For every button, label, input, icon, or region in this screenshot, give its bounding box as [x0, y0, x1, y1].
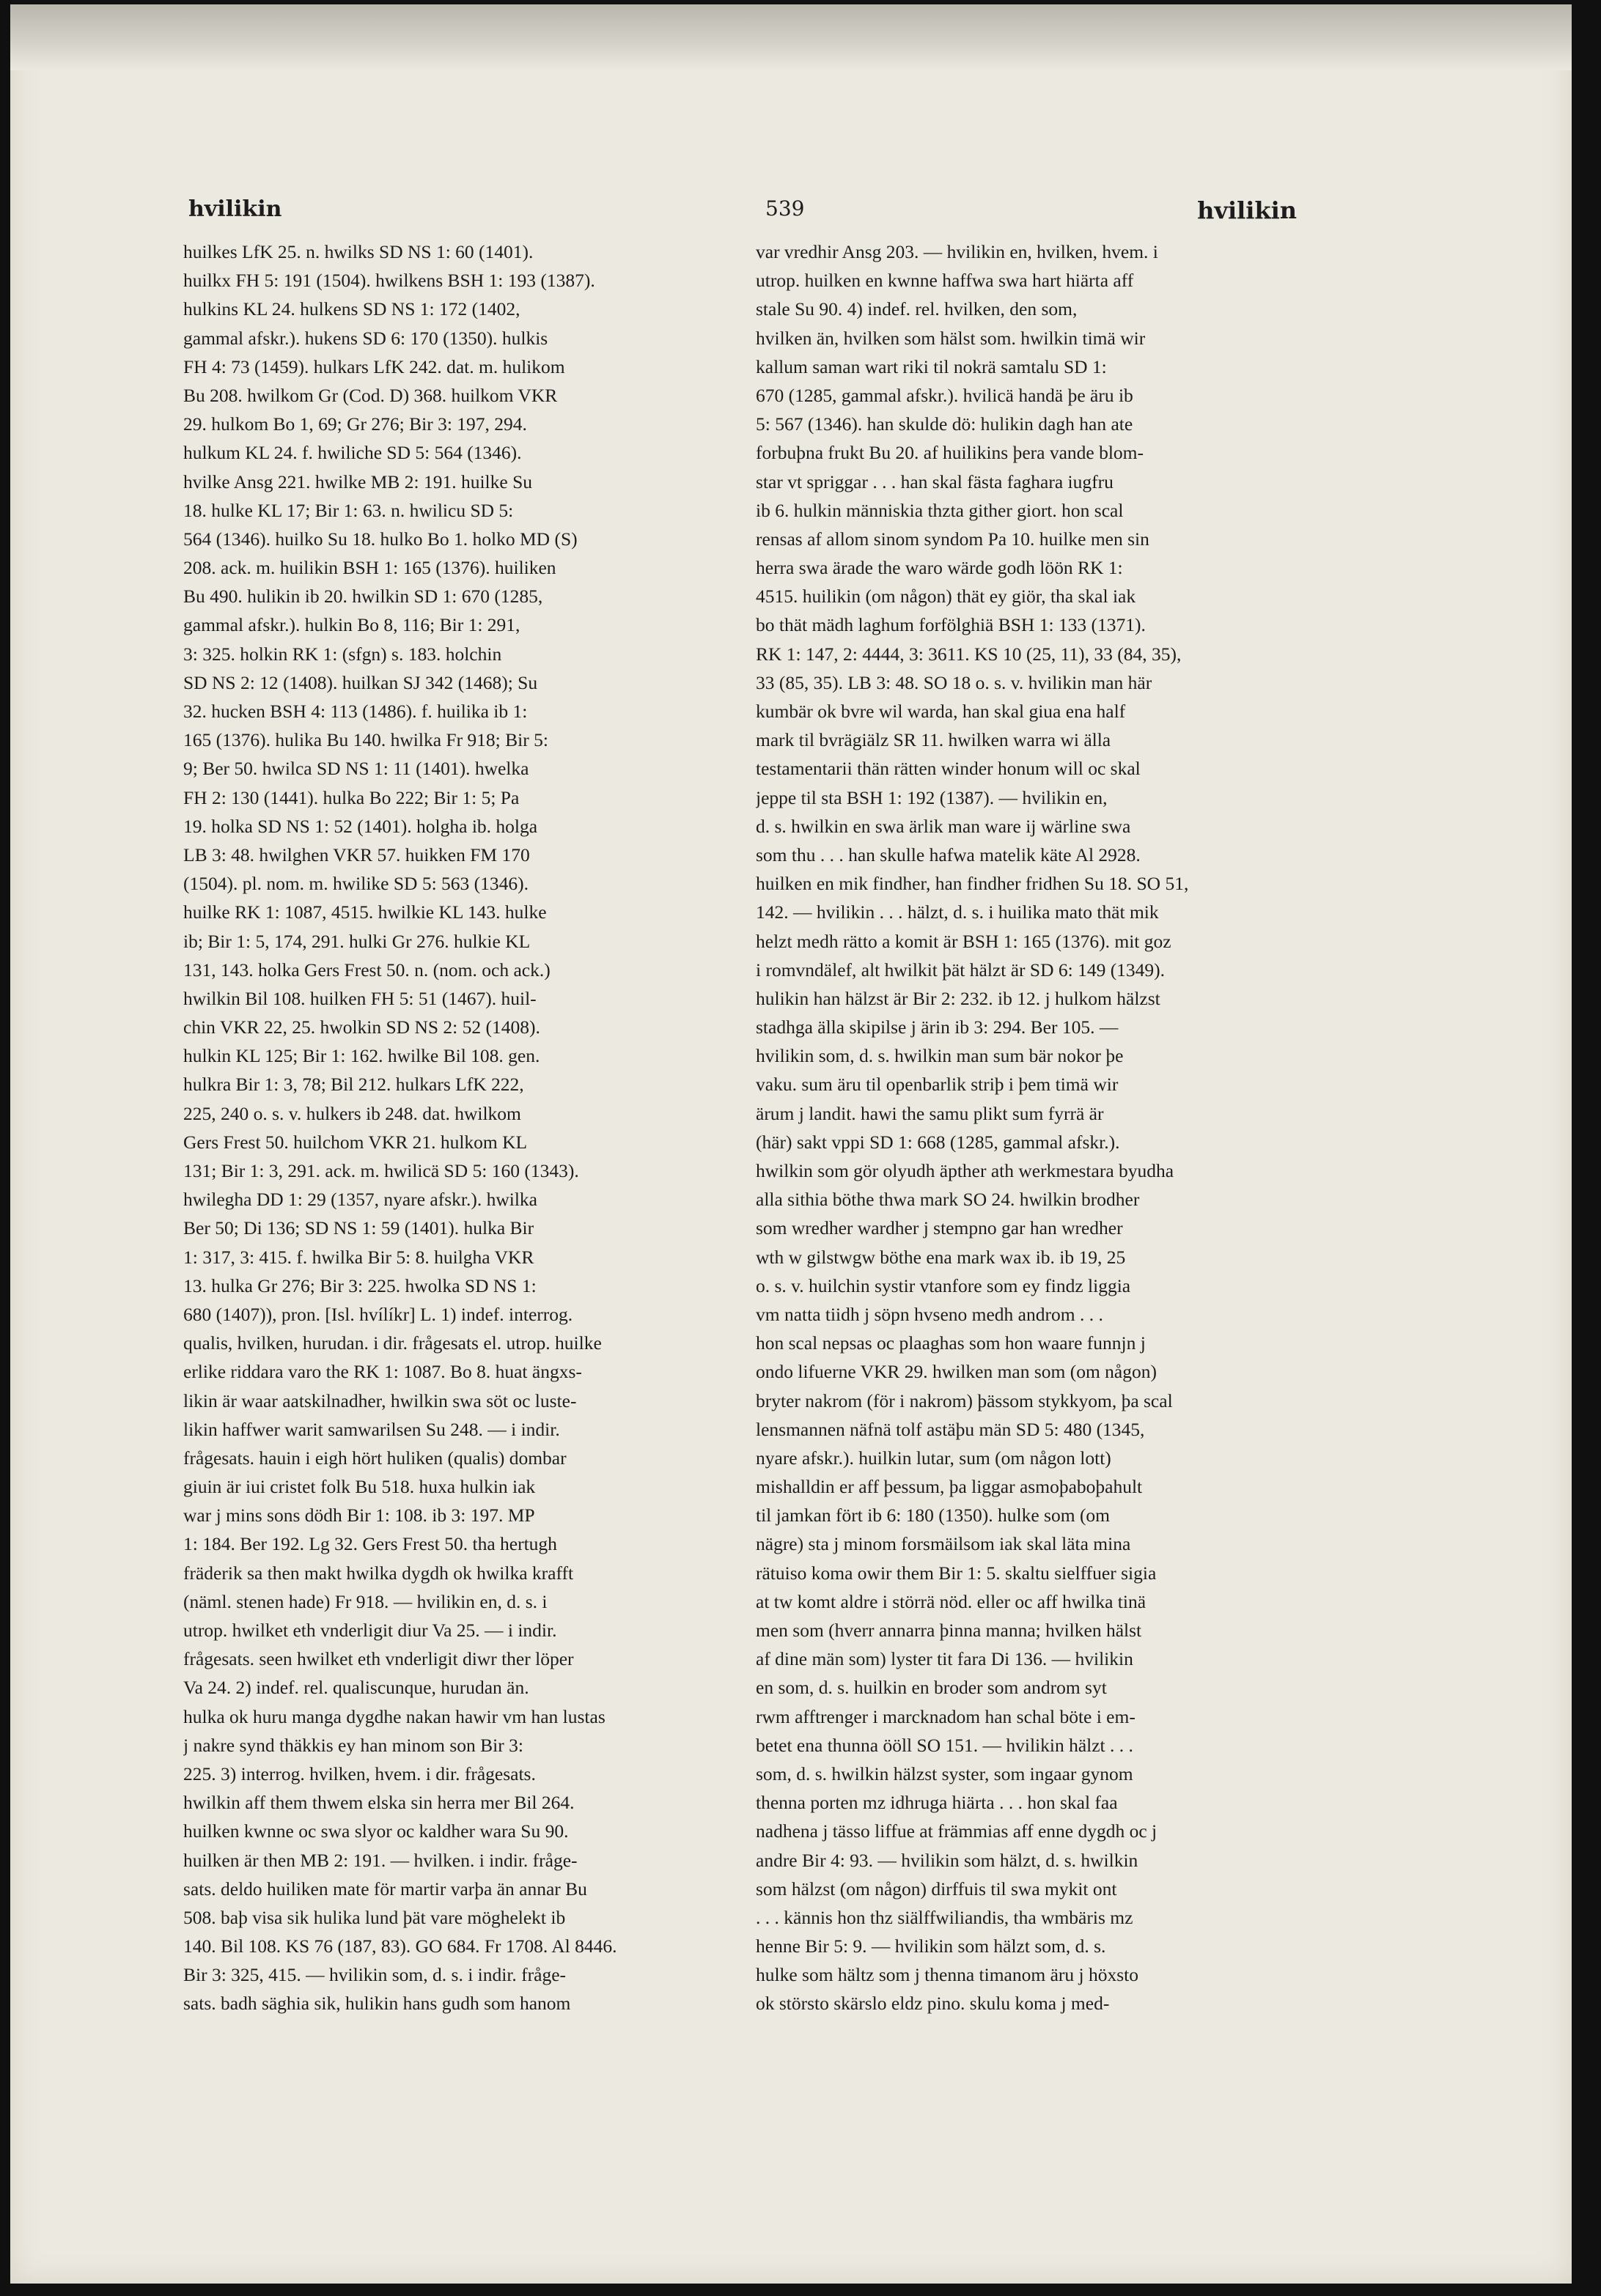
text-line: j nakre synd thäkkis ey han minom son Bir 3:	[183, 1734, 523, 1756]
page-number: 539	[765, 196, 805, 221]
text-line: fräderik sa then makt hwilka dygdh ok hwilka krafft	[183, 1562, 574, 1584]
text-line: vm natta tiidh j söpn hvseno medh androm . . .	[756, 1303, 1103, 1325]
text-line: LB 3: 48. hwilghen VKR 57. huikken FM 170	[183, 844, 530, 865]
text-line: sats. deldo huiliken mate för martir varþa än annar Bu	[183, 1878, 587, 1900]
left-column	[183, 237, 724, 2018]
text-line: rätuiso koma owir them Bir 1: 5. skaltu sielffuer sigia	[756, 1562, 1157, 1584]
text-line: 131, 143. holka Gers Frest 50. n. (nom. och ack.)	[183, 959, 551, 981]
text-line: utrop. hwilket eth vnderligit diur Va 25. — i indir.	[183, 1620, 557, 1641]
text-line: gammal afskr.). hukens SD 6: 170 (1350). hulkis	[183, 327, 548, 349]
text-line: hulkins KL 24. hulkens SD NS 1: 172 (1402,	[183, 298, 520, 320]
text-line: ok störsto skärslo eldz pino. skulu koma j med-	[756, 1993, 1110, 2015]
text-line: 508. baþ visa sik hulika lund þät vare möghelekt ib	[183, 1906, 566, 1928]
text-line: helzt medh rätto a komit är BSH 1: 165 (1376). mit goz	[756, 930, 1171, 952]
text-line: hon scal nepsas oc plaaghas som hon waare funnjn j	[756, 1332, 1146, 1354]
text-line: kallum saman wart riki til nokrä samtalu SD 1:	[756, 355, 1107, 377]
text-line: rensas af allom sinom syndom Pa 10. huilke men sin	[756, 528, 1149, 550]
text-line: testamentarii thän rätten winder honum will oc skal	[756, 758, 1141, 780]
text-line: vaku. sum äru til openbarlik striþ i þem timä wir	[756, 1074, 1119, 1096]
right-column	[756, 237, 1302, 2018]
text-line: hwilkin som gör olyudh äpther ath werkmestara byudha	[756, 1160, 1174, 1181]
text-line: hulkin KL 125; Bir 1: 162. hwilke Bil 108. gen.	[183, 1045, 540, 1067]
text-line: hwilkin Bil 108. huilken FH 5: 51 (1467). huil-	[183, 987, 537, 1009]
text-line: til jamkan fört ib 6: 180 (1350). hulke som (om	[756, 1505, 1111, 1527]
text-line: nyare afskr.). huilkin lutar, sum (om någon lott)	[756, 1447, 1111, 1469]
text-line: 3: 325. holkin RK 1: (sfgn) s. 183. holchin	[183, 643, 502, 665]
text-line: betet ena thunna ööll SO 151. — hvilikin hälzt . . .	[756, 1734, 1133, 1756]
text-line: ondo lifuerne VKR 29. hwilken man som (om någon)	[756, 1361, 1157, 1383]
text-line: Bu 208. hwilkom Gr (Cod. D) 368. huilkom VKR	[183, 384, 558, 406]
text-line: huilke RK 1: 1087, 4515. hwilkie KL 143. hulke	[183, 901, 547, 923]
text-line: utrop. huilken en kwnne haffwa swa hart hiärta aff	[756, 270, 1134, 292]
text-line: wth w gilstwgw böthe ena mark wax ib. ib 19, 25	[756, 1246, 1126, 1268]
text-line: hulka ok huru manga dygdhe nakan hawir vm han lustas	[183, 1705, 606, 1727]
text-line: (näml. stenen hade) Fr 918. — hvilikin en, d. s. i	[183, 1590, 548, 1612]
text-line: men som (hverr annarra þinna manna; hvilken hälst	[756, 1620, 1142, 1641]
text-line: lensmannen näfnä tolf astäþu män SD 5: 480 (1345,	[756, 1418, 1145, 1440]
text-line: (här) sakt vppi SD 1: 668 (1285, gammal afskr.).	[756, 1131, 1120, 1153]
text-line: d. s. hwilkin en swa ärlik man ware ij wärline swa	[756, 815, 1131, 837]
text-line: huilken en mik findher, han findher fridhen Su 18. SO 51,	[756, 873, 1189, 895]
text-line: 225. 3) interrog. hvilken, hvem. i dir. frågesats.	[183, 1762, 536, 1784]
text-line: ib; Bir 1: 5, 174, 291. hulki Gr 276. hulkie KL	[183, 930, 531, 952]
text-line: hvilke Ansg 221. hwilke MB 2: 191. huilke Su	[183, 470, 533, 492]
text-line: frågesats. hauin i eigh hört huliken (qualis) dombar	[183, 1447, 567, 1469]
text-line: thenna porten mz idhruga hiärta . . . hon skal faa	[756, 1792, 1118, 1814]
text-line: frågesats. seen hwilket eth vnderligit diwr ther löper	[183, 1648, 574, 1670]
text-line: . . . kännis hon thz siälffwiliandis, tha wmbäris mz	[756, 1906, 1133, 1928]
text-line: erlike riddara varo the RK 1: 1087. Bo 8. huat ängxs-	[183, 1361, 582, 1383]
text-line: 208. ack. m. huilikin BSH 1: 165 (1376). huiliken	[183, 557, 556, 579]
text-line: 564 (1346). huilko Su 18. hulko Bo 1. holko MD (S)	[183, 528, 578, 550]
text-line: 225, 240 o. s. v. hulkers ib 248. dat. hwilkom	[183, 1102, 521, 1124]
text-line: SD NS 2: 12 (1408). huilkan SJ 342 (1468); Su	[183, 671, 538, 693]
header-left-word: hvilikin	[188, 196, 282, 222]
text-line: FH 4: 73 (1459). hulkars LfK 242. dat. m. hulikom	[183, 355, 565, 377]
text-line: 9; Ber 50. hwilca SD NS 1: 11 (1401). hwelka	[183, 758, 529, 780]
text-line: Bu 490. hulikin ib 20. hwilkin SD 1: 670 (1285,	[183, 586, 543, 608]
text-line: hulikin han hälzst är Bir 2: 232. ib 12. j hulkom hälzst	[756, 987, 1160, 1009]
text-line: giuin är iui cristet folk Bu 518. huxa hulkin iak	[183, 1476, 536, 1498]
text-line: som thu . . . han skulle hafwa matelik käte Al 2928.	[756, 844, 1141, 865]
text-line: hvilken än, hvilken som hälst som. hwilkin timä wir	[756, 327, 1146, 349]
text-line: 18. hulke KL 17; Bir 1: 63. n. hwilicu SD 5:	[183, 499, 514, 521]
header-right-word: hvilikin	[1197, 196, 1297, 224]
text-line: som, d. s. hwilkin hälzst syster, som ingaar gynom	[756, 1762, 1133, 1784]
text-line: 33 (85, 35). LB 3: 48. SO 18 o. s. v. hvilikin man här	[756, 671, 1152, 693]
text-line: Gers Frest 50. huilchom VKR 21. hulkom KL	[183, 1131, 528, 1153]
text-line: Ber 50; Di 136; SD NS 1: 59 (1401). hulka Bir	[183, 1217, 534, 1239]
text-line: 19. holka SD NS 1: 52 (1401). holgha ib. holga	[183, 815, 538, 837]
text-line: 131; Bir 1: 3, 291. ack. m. hwilicä SD 5: 160 (1343).	[183, 1160, 579, 1181]
text-line: alla sithia böthe thwa mark SO 24. hwilkin brodher	[756, 1189, 1140, 1211]
text-line: hulke som hältz som j thenna timanom äru j höxsto	[756, 1964, 1138, 1986]
text-line: (1504). pl. nom. m. hwilike SD 5: 563 (1346).	[183, 873, 529, 895]
text-line: kumbär ok bvre wil warda, han skal giua ena half	[756, 701, 1126, 722]
text-line: hwilegha DD 1: 29 (1357, nyare afskr.). hwilka	[183, 1189, 537, 1211]
text-line: war j mins sons dödh Bir 1: 108. ib 3: 197. MP	[183, 1505, 535, 1527]
text-line: i romvndälef, alt hwilkit þät hälzt är SD 6: 149 (1349).	[756, 959, 1166, 981]
text-line: 29. hulkom Bo 1, 69; Gr 276; Bir 3: 197, 294.	[183, 413, 527, 435]
text-line: huilken kwnne oc swa slyor oc kaldher wara Su 90.	[183, 1820, 569, 1842]
text-line: bryter nakrom (för i nakrom) þässom stykkyom, þa scal	[756, 1389, 1173, 1411]
text-line: at tw komt aldre i störrä nöd. eller oc aff hwilka tinä	[756, 1590, 1147, 1612]
text-line: hulkra Bir 1: 3, 78; Bil 212. hulkars LfK 222,	[183, 1074, 524, 1096]
text-line: nägre) sta j minom forsmäilsom iak skal läta mina	[756, 1533, 1131, 1555]
text-line: huilken är then MB 2: 191. — hvilken. i indir. fråge-	[183, 1849, 578, 1871]
text-line: likin haffwer warit samwarilsen Su 248. — i indir.	[183, 1418, 560, 1440]
text-line: chin VKR 22, 25. hwolkin SD NS 2: 52 (1408).	[183, 1016, 540, 1038]
text-line: som hälzst (om någon) dirffuis til swa mykit ont	[756, 1878, 1117, 1900]
text-line: likin är waar aatskilnadher, hwilkin swa söt oc luste-	[183, 1389, 577, 1411]
text-line: stadhga älla skipilse j ärin ib 3: 294. Ber 105. —	[756, 1016, 1119, 1038]
text-line: o. s. v. huilchin systir vtanfore som ey findz liggia	[756, 1274, 1131, 1296]
text-line: hulkum KL 24. f. hwiliche SD 5: 564 (1346).	[183, 442, 522, 464]
text-line: jeppe til sta BSH 1: 192 (1387). — hvilikin en,	[756, 786, 1108, 808]
text-line: bo thät mädh laghum forfölghiä BSH 1: 133 (1371).	[756, 614, 1146, 636]
text-line: 4515. huilikin (om någon) thät ey giör, tha skal iak	[756, 586, 1136, 608]
paper-edge	[10, 4, 1572, 70]
text-line: star vt spriggar . . . han skal fästa faghara iugfru	[756, 470, 1114, 492]
text-line: ärum j landit. hawi the samu plikt sum fyrrä är	[756, 1102, 1104, 1124]
text-line: 1: 317, 3: 415. f. hwilka Bir 5: 8. huilgha VKR	[183, 1246, 534, 1268]
text-line: sats. badh säghia sik, hulikin hans gudh som hanom	[183, 1993, 571, 2015]
text-line: 5: 567 (1346). han skulde dö: hulikin dagh han ate	[756, 413, 1133, 435]
text-line: Va 24. 2) indef. rel. qualiscunque, hurudan än.	[183, 1677, 529, 1699]
text-line: andre Bir 4: 93. — hvilikin som hälzt, d. s. hwilkin	[756, 1849, 1138, 1871]
text-line: mark til bvrägiälz SR 11. hwilken warra wi älla	[756, 729, 1111, 751]
text-line: forbuþna frukt Bu 20. af huilikins þera vande blom-	[756, 442, 1144, 464]
text-line: hvilikin som, d. s. hwilkin man sum bär nokor þe	[756, 1045, 1124, 1067]
text-line: nadhena j tässo liffue at främmias aff enne dygdh oc j	[756, 1820, 1157, 1842]
text-line: ib 6. hulkin människia thzta gither giort. hon scal	[756, 499, 1124, 521]
text-line: gammal afskr.). hulkin Bo 8, 116; Bir 1: 291,	[183, 614, 520, 636]
text-line: af dine män som) lyster tit fara Di 136. — hvilikin	[756, 1648, 1133, 1670]
text-line: 165 (1376). hulika Bu 140. hwilka Fr 918; Bir 5:	[183, 729, 548, 751]
text-line: hwilkin aff them thwem elska sin herra mer Bil 264.	[183, 1792, 575, 1814]
text-line: henne Bir 5: 9. — hvilikin som hälzt som, d. s.	[756, 1935, 1106, 1957]
text-line: 140. Bil 108. KS 76 (187, 83). GO 684. Fr 1708. Al 8446.	[183, 1935, 617, 1957]
running-header	[10, 196, 1572, 226]
text-line: huilkx FH 5: 191 (1504). hwilkens BSH 1: 193 (1387).	[183, 270, 595, 292]
text-line: qualis, hvilken, hurudan. i dir. frågesats el. utrop. huilke	[183, 1332, 602, 1354]
text-line: 13. hulka Gr 276; Bir 3: 225. hwolka SD NS 1:	[183, 1274, 537, 1296]
text-line: stale Su 90. 4) indef. rel. hvilken, den som,	[756, 298, 1078, 320]
dictionary-page	[10, 4, 1572, 2284]
text-line: en som, d. s. huilkin en broder som androm syt	[756, 1677, 1107, 1699]
text-line: RK 1: 147, 2: 4444, 3: 3611. KS 10 (25, 11), 33 (84, 35),	[756, 643, 1182, 665]
text-line: 680 (1407)), pron. [Isl. hvílíkr] L. 1) indef. interrog.	[183, 1303, 573, 1325]
text-line: rwm afftrenger i marcknadom han schal böte i em-	[756, 1705, 1136, 1727]
text-line: mishalldin er aff þessum, þa liggar asmoþaboþahult	[756, 1476, 1143, 1498]
text-line: var vredhir Ansg 203. — hvilikin en, hvilken, hvem. i	[756, 241, 1158, 262]
text-line: 670 (1285, gammal afskr.). hvilicä handä þe äru ib	[756, 384, 1133, 406]
text-line: FH 2: 130 (1441). hulka Bo 222; Bir 1: 5; Pa	[183, 786, 520, 808]
text-line: 142. — hvilikin . . . hälzt, d. s. i huilika mato thät mik	[756, 901, 1159, 923]
text-line: huilkes LfK 25. n. hwilks SD NS 1: 60 (1401).	[183, 241, 534, 262]
text-line: 1: 184. Ber 192. Lg 32. Gers Frest 50. tha hertugh	[183, 1533, 557, 1555]
text-line: som wredher wardher j stempno gar han wredher	[756, 1217, 1123, 1239]
text-line: herra swa ärade the waro wärde godh löön RK 1:	[756, 557, 1123, 579]
text-line: Bir 3: 325, 415. — hvilikin som, d. s. i indir. fråge-	[183, 1964, 567, 1986]
text-line: 32. hucken BSH 4: 113 (1486). f. huilika ib 1:	[183, 701, 528, 722]
